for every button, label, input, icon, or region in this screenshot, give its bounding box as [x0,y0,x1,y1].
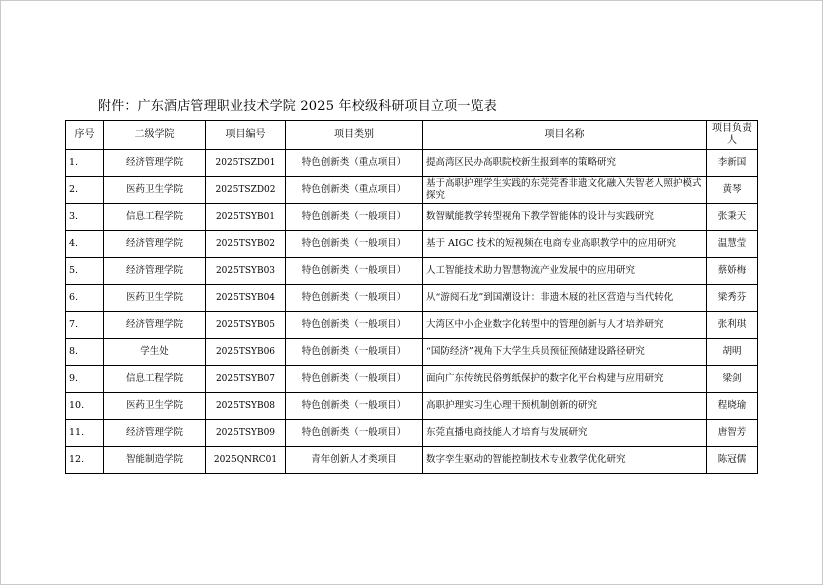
cell-code: 2025TSYB07 [206,366,286,393]
cell-category: 特色创新类（重点项目） [286,150,423,177]
cell-leader: 梁剑 [707,366,758,393]
cell-leader: 陈冠儒 [707,447,758,474]
table-row [66,285,758,312]
table-row [66,447,758,474]
table-row [66,177,758,204]
cell-category: 特色创新类（一般项目） [286,339,423,366]
cell-college: 医药卫生学院 [104,393,206,420]
cell-leader: 胡明 [707,339,758,366]
cell-college: 医药卫生学院 [104,285,206,312]
cell-college: 经济管理学院 [104,420,206,447]
cell-code: 2025TSYB02 [206,231,286,258]
cell-leader: 张利琪 [707,312,758,339]
cell-project-name: 提高湾区民办高职院校新生报到率的策略研究 [423,150,707,177]
cell-seq: 9. [66,366,104,393]
cell-college: 信息工程学院 [104,204,206,231]
cell-category: 特色创新类（重点项目） [286,177,423,204]
header-category: 项目类别 [286,121,423,150]
cell-code: 2025TSYB01 [206,204,286,231]
cell-code: 2025TSYB05 [206,312,286,339]
cell-project-name: 数智赋能教学转型视角下教学智能体的设计与实践研究 [423,204,707,231]
table-row [66,258,758,285]
cell-project-name: 基于高职护理学生实践的东莞莞香非遗文化融入失智老人照护模式探究 [423,177,707,204]
header-leader: 项目负责人 [707,121,758,150]
cell-seq: 5. [66,258,104,285]
cell-code: 2025TSYB06 [206,339,286,366]
cell-code: 2025TSYB04 [206,285,286,312]
cell-leader: 梁秀芬 [707,285,758,312]
cell-project-name: 高职护理实习生心理干预机制创新的研究 [423,393,707,420]
cell-category: 青年创新人才类项目 [286,447,423,474]
cell-project-name: 东莞直播电商技能人才培育与发展研究 [423,420,707,447]
cell-code: 2025QNRC01 [206,447,286,474]
cell-leader: 黄琴 [707,177,758,204]
table-row [66,204,758,231]
cell-leader: 蔡娇梅 [707,258,758,285]
cell-category: 特色创新类（一般项目） [286,312,423,339]
cell-category: 特色创新类（一般项目） [286,366,423,393]
table-row [66,420,758,447]
cell-college: 经济管理学院 [104,258,206,285]
cell-seq: 3. [66,204,104,231]
cell-leader: 程晓瑜 [707,393,758,420]
cell-project-name: 大湾区中小企业数字化转型中的管理创新与人才培养研究 [423,312,707,339]
cell-seq: 7. [66,312,104,339]
cell-project-name: 从“游阅石龙”到国潮设计：非遗木屐的社区营造与当代转化 [423,285,707,312]
cell-project-name: 面向广东传统民俗剪纸保护的数字化平台构建与应用研究 [423,366,707,393]
cell-seq: 10. [66,393,104,420]
cell-seq: 6. [66,285,104,312]
header-seq: 序号 [66,121,104,150]
cell-college: 医药卫生学院 [104,177,206,204]
table-row [66,366,758,393]
header-code: 项目编号 [206,121,286,150]
cell-project-name: 基于 AIGC 技术的短视频在电商专业高职教学中的应用研究 [423,231,707,258]
cell-college: 经济管理学院 [104,150,206,177]
cell-college: 学生处 [104,339,206,366]
cell-code: 2025TSYB03 [206,258,286,285]
cell-seq: 11. [66,420,104,447]
cell-leader: 温慧莹 [707,231,758,258]
cell-category: 特色创新类（一般项目） [286,393,423,420]
cell-project-name: “国防经济”视角下大学生兵员预征预储建设路径研究 [423,339,707,366]
cell-category: 特色创新类（一般项目） [286,204,423,231]
header-name: 项目名称 [423,121,707,150]
cell-leader: 唐智芳 [707,420,758,447]
cell-category: 特色创新类（一般项目） [286,258,423,285]
cell-seq: 8. [66,339,104,366]
cell-category: 特色创新类（一般项目） [286,231,423,258]
cell-project-name: 人工智能技术助力智慧物流产业发展中的应用研究 [423,258,707,285]
header-college: 二级学院 [104,121,206,150]
document-title: 附件：广东酒店管理职业技术学院 2025 年校级科研项目立项一览表 [98,99,497,114]
cell-seq: 12. [66,447,104,474]
cell-college: 经济管理学院 [104,312,206,339]
cell-leader: 张秉天 [707,204,758,231]
cell-project-name: 数字孪生驱动的智能控制技术专业教学优化研究 [423,447,707,474]
table-row [66,312,758,339]
cell-code: 2025TSZD02 [206,177,286,204]
project-table [65,120,758,474]
cell-college: 智能制造学院 [104,447,206,474]
cell-code: 2025TSZD01 [206,150,286,177]
table-row [66,393,758,420]
cell-college: 经济管理学院 [104,231,206,258]
cell-seq: 4. [66,231,104,258]
cell-seq: 1. [66,150,104,177]
cell-code: 2025TSYB09 [206,420,286,447]
table-row [66,150,758,177]
table-row [66,339,758,366]
cell-leader: 李新国 [707,150,758,177]
cell-category: 特色创新类（一般项目） [286,420,423,447]
cell-seq: 2. [66,177,104,204]
cell-college: 信息工程学院 [104,366,206,393]
cell-code: 2025TSYB08 [206,393,286,420]
table-header-row [66,121,758,150]
cell-category: 特色创新类（一般项目） [286,285,423,312]
table-row [66,231,758,258]
